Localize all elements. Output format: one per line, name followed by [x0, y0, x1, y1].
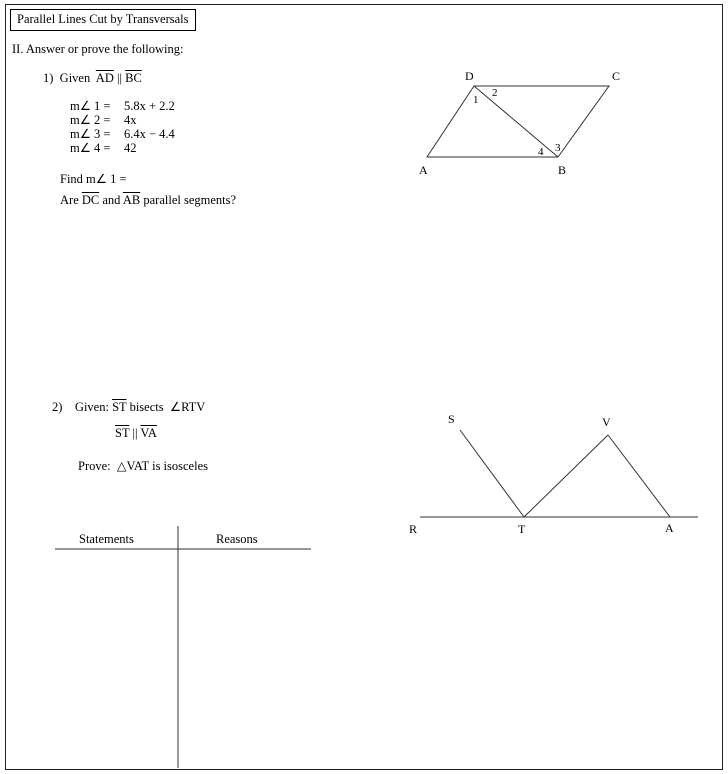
problem-number: 1) [43, 71, 54, 85]
point-v-label: V [602, 415, 611, 429]
problem2-given: 2) Given: $\overline{ST}$ bisects ∠RTV [52, 400, 206, 414]
proof-table-lines [55, 526, 311, 768]
angle-2-label: 2 [492, 87, 498, 99]
vertex-d-label: D [465, 69, 474, 83]
parallel-question: Are $\overline{DC}$ and $\overline{AB}$ parallel segments? [60, 193, 237, 207]
angle-4-label: 4 [538, 146, 544, 158]
segment-st [460, 430, 524, 517]
angle-3-label: 3 [555, 142, 561, 154]
equation: m∠ 4 = 42 [70, 141, 137, 155]
segment-ad: $\overline{AD}$ [95, 71, 114, 85]
point-a-label: A [665, 521, 674, 535]
point-r-label: R [409, 522, 418, 536]
worksheet-title: Parallel Lines Cut by Transversals [10, 9, 196, 31]
parallelogram-abcd [427, 86, 609, 157]
problem1-given: 1) Given $\overline{AD}$ || $\overline{BC}$ [43, 71, 142, 85]
equation: m∠ 1 = 5.8x + 2.2 [70, 99, 175, 113]
vertex-c-label: C [612, 69, 621, 83]
find-angle-prompt: Find m∠ 1 = [60, 172, 127, 186]
vertex-b-label: B [558, 163, 567, 177]
problem2-prove: Prove: △VAT is isosceles [78, 459, 208, 473]
equation: m∠ 3 = 6.4x − 4.4 [70, 127, 175, 141]
problem2-given-parallel: $\overline{ST}$ || $\overline{VA}$ [115, 426, 157, 440]
parallelogram-figure [427, 86, 609, 157]
segment-tv [524, 435, 608, 517]
angle-1-label: 1 [473, 94, 479, 106]
point-s-label: S [448, 412, 455, 426]
equation: m∠ 2 = 4x [70, 113, 137, 127]
bisector-figure [420, 430, 698, 517]
point-t-label: T [518, 522, 526, 536]
vertex-a-label: A [419, 163, 428, 177]
section-heading: II. Answer or prove the following: [12, 42, 184, 56]
statements-header: Statements [79, 532, 134, 546]
segment-va [608, 435, 670, 517]
diagonal-db [474, 86, 558, 157]
reasons-header: Reasons [216, 532, 258, 546]
segment-bc: $\overline{BC}$ [125, 71, 142, 85]
